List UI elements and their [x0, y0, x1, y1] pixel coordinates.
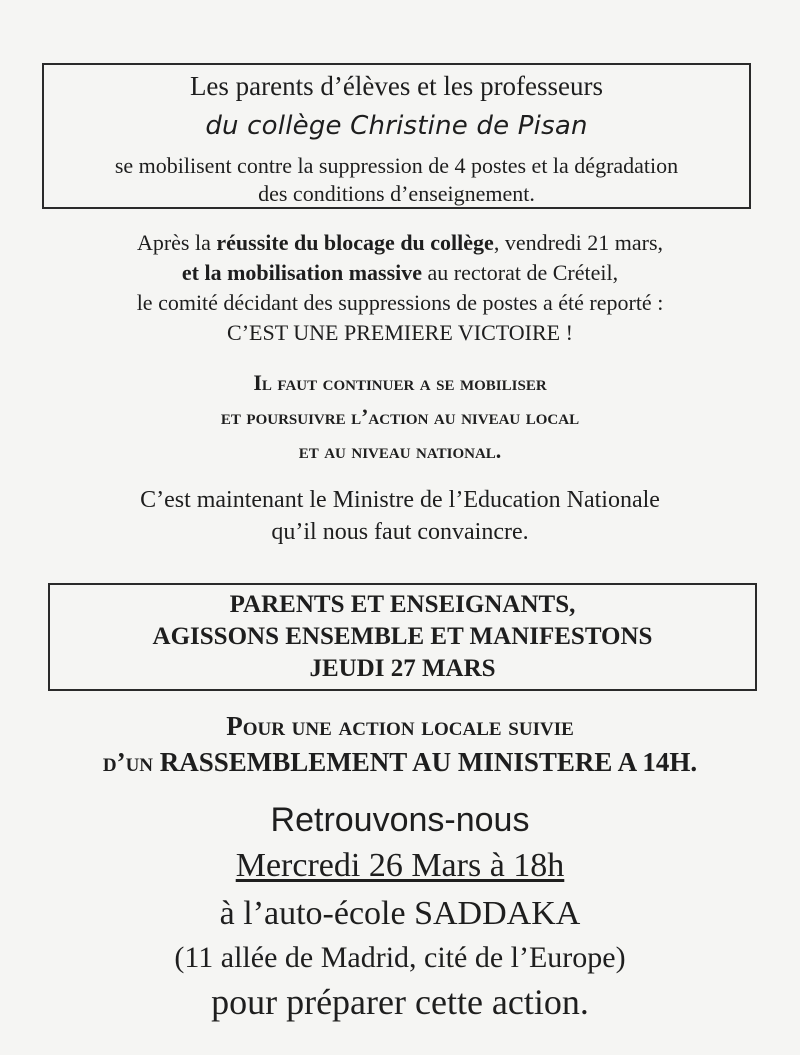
- meeting-line-retrouvons: Retrouvons-nous: [270, 801, 530, 839]
- meeting-line-date: [0, 845, 800, 887]
- intro-emphasis: et la mobilisation massive: [181, 260, 423, 285]
- meeting-line-location: à l’auto-école SADDAKA: [219, 895, 581, 932]
- continue-line-1: Il faut continuer a se mobiliser: [253, 370, 547, 395]
- action-line-1: PARENTS ET ENSEIGNANTS,: [229, 591, 576, 618]
- intro-paragraph: [0, 228, 800, 348]
- continue-line-3: et au niveau national.: [298, 438, 502, 463]
- local-line-2: d’un RASSEMBLEMENT AU MINISTERE A 14H.: [102, 747, 698, 777]
- continue-line-2: et poursuivre l’action au niveau local: [220, 404, 580, 429]
- header-box: [42, 63, 751, 209]
- header-line-college: du collège Christine de Pisan: [205, 111, 588, 141]
- meeting-date: Mercredi 26 Mars à 18h: [235, 847, 565, 884]
- header-line-mobilisation: se mobilisent contre la suppression de 4 postes et la dégradation: [114, 153, 679, 178]
- intro-line-2: [0, 258, 800, 288]
- meeting-line-address: (11 allée de Madrid, cité de l’Europe): [174, 941, 626, 974]
- intro-text: au rectorat de Créteil,: [422, 260, 619, 285]
- action-box: [48, 583, 757, 691]
- action-line-3: JEUDI 27 MARS: [309, 655, 496, 682]
- intro-line-3: le comité décidant des suppressions de postes a été reporté :: [136, 290, 664, 315]
- local-line-1: Pour une action locale suivie: [226, 711, 574, 741]
- minister-line-1: C’est maintenant le Ministre de l’Education Nationale: [140, 487, 660, 513]
- intro-text: Après la: [136, 230, 217, 255]
- intro-line-1: [0, 228, 800, 258]
- intro-line-4: C’EST UNE PREMIERE VICTOIRE !: [227, 320, 573, 345]
- header-line-conditions: des conditions d’enseignement.: [258, 181, 535, 206]
- meeting-line-purpose: pour préparer cette action.: [211, 982, 589, 1022]
- minister-line-2: qu’il nous faut convaincre.: [271, 519, 529, 545]
- local-action-heading: [0, 708, 800, 780]
- continue-heading: [0, 366, 800, 468]
- intro-emphasis: réussite du blocage du collège: [216, 230, 494, 255]
- action-line-2: AGISSONS ENSEMBLE ET MANIFESTONS: [152, 623, 653, 650]
- intro-text: , vendredi 21 mars,: [493, 230, 664, 255]
- header-line-parents: Les parents d’élèves et les professeurs: [189, 71, 604, 101]
- minister-paragraph: [0, 484, 800, 548]
